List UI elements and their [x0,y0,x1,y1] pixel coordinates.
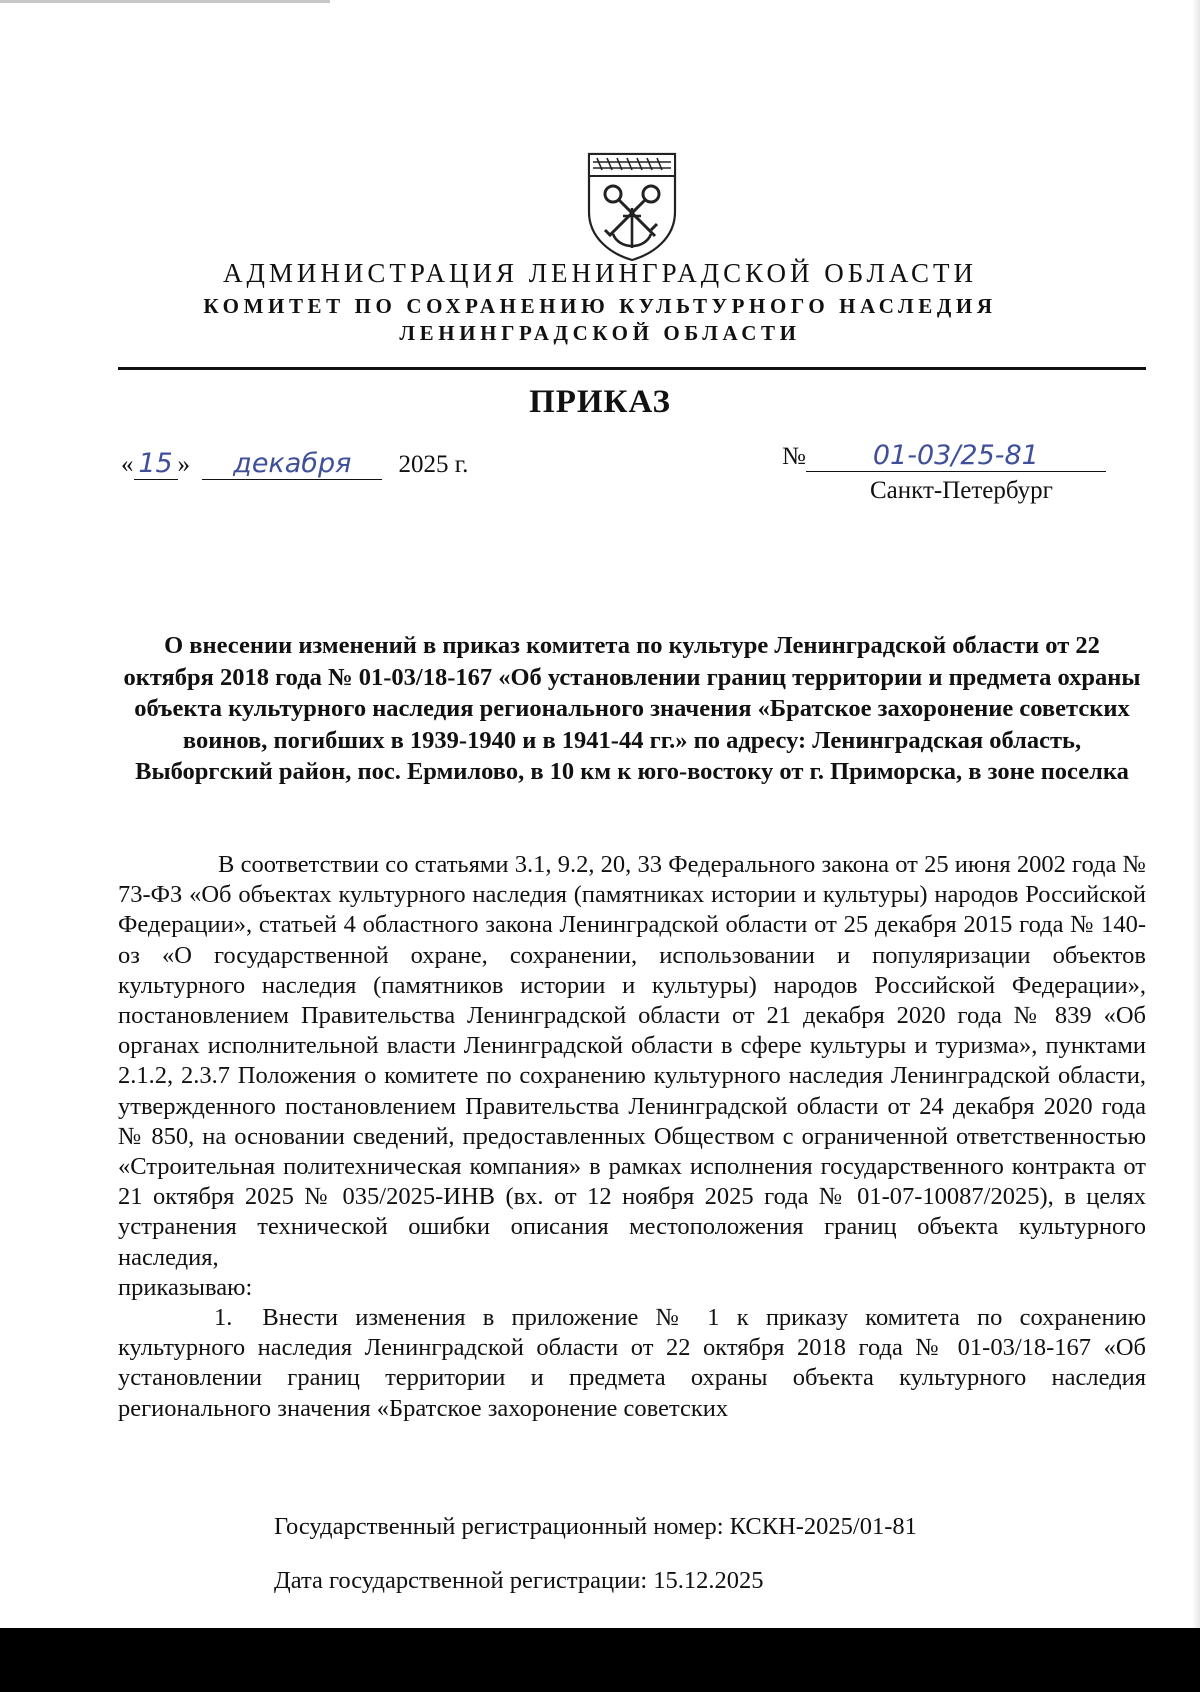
order-subject: О внесении изменений в приказ комитета по культуре Ленинградской области от 22 октября 2018 года № 01-03/18-167 «Об установлении границ территории и предмета охраны объекта культурного наследия регионального значения «Братское захоронение советских воинов, погибших в 1939-1940 и в 1941-44 гг.» по адресу: Ленинградская область, Выборгский район, пос. Ермилово, в 10 км к юго-востоку от г. Приморска, в зоне поселка [123,632,1141,785]
scan-bottom-band [0,1628,1200,1692]
order-date [121,448,468,480]
date-year: 2025 г. [398,451,469,478]
item-number: 1. [214,1304,233,1332]
date-quote-open: « [121,451,134,478]
city: Санкт-Петербург [870,477,1053,504]
administration-header: АДМИНИСТРАЦИЯ ЛЕНИНГРАДСКОЙ ОБЛАСТИ [222,258,977,288]
order-number-handwritten: 01-03/25-81 [806,440,1106,472]
date-month-handwritten: декабря [202,448,382,480]
order-word: приказываю: [118,1273,253,1301]
coat-of-arms-emblem [583,150,681,262]
scan-edge-top [0,0,330,3]
registration-date: Дата государственной регистрации: 15.12.2025 [274,1567,764,1594]
order-number [782,440,1106,472]
document-title: ПРИКАЗ [529,384,671,420]
date-quote-close: » [177,451,190,478]
scan-edge-right [1192,0,1200,1640]
item-text: Внести изменения в приложение № 1 к приказу комитета по сохранению культурного наследия Ленинградской области от 22 октября 2018 года № 01-03/18-167 «Об установлении границ территории и предмета охраны объекта культурного наследия регионального значения «Братское захоронение советских [118,1304,1146,1422]
order-body [118,850,1146,1424]
number-sign: № [782,443,806,470]
preamble-paragraph: В соответствии со статьями 3.1, 9.2, 20, 33 Федерального закона от 25 июня 2002 года № 73-ФЗ «Об объектах культурного наследия (памятниках истории и культуры) народов Российской Федерации», статьей 4 областного закона Ленинградской области от 25 декабря 2015 года № 140-оз «О государственной охране, сохранении, использовании и популяризации объектов культурного наследия (памятников истории и культуры) народов Российской Федерации», постановлением Правительства Ленинградской области от 21 декабря 2020 года № 839 «Об органах исполнительной власти Ленинградской области в сфере культуры и туризма», пунктами 2.1.2, 2.3.7 Положения о комитете по сохранению культурного наследия Ленинградской области, утвержденного постановлением Правительства Ленинградской области от 24 декабря 2020 года № 850, на основании сведений, предоставленных Обществом с ограниченной ответственностью «Строительная политехническая компания» в рамках исполнения государственного контракта от 21 октября 2025 № 035/2025-ИНВ (вх. от 12 ноября 2025 года № 01-07-10087/2025), в целях устранения технической ошибки описания местоположения границ объекта культурного наследия, [118,851,1146,1271]
date-day-handwritten: 15 [134,448,178,480]
region-header: ЛЕНИНГРАДСКОЙ ОБЛАСТИ [399,321,801,345]
header-divider [118,367,1146,370]
order-item-1 [118,1303,1146,1424]
registration-number: Государственный регистрационный номер: КСКН-2025/01-81 [274,1513,917,1540]
committee-header: КОМИТЕТ ПО СОХРАНЕНИЮ КУЛЬТУРНОГО НАСЛЕДИЯ [203,294,997,318]
